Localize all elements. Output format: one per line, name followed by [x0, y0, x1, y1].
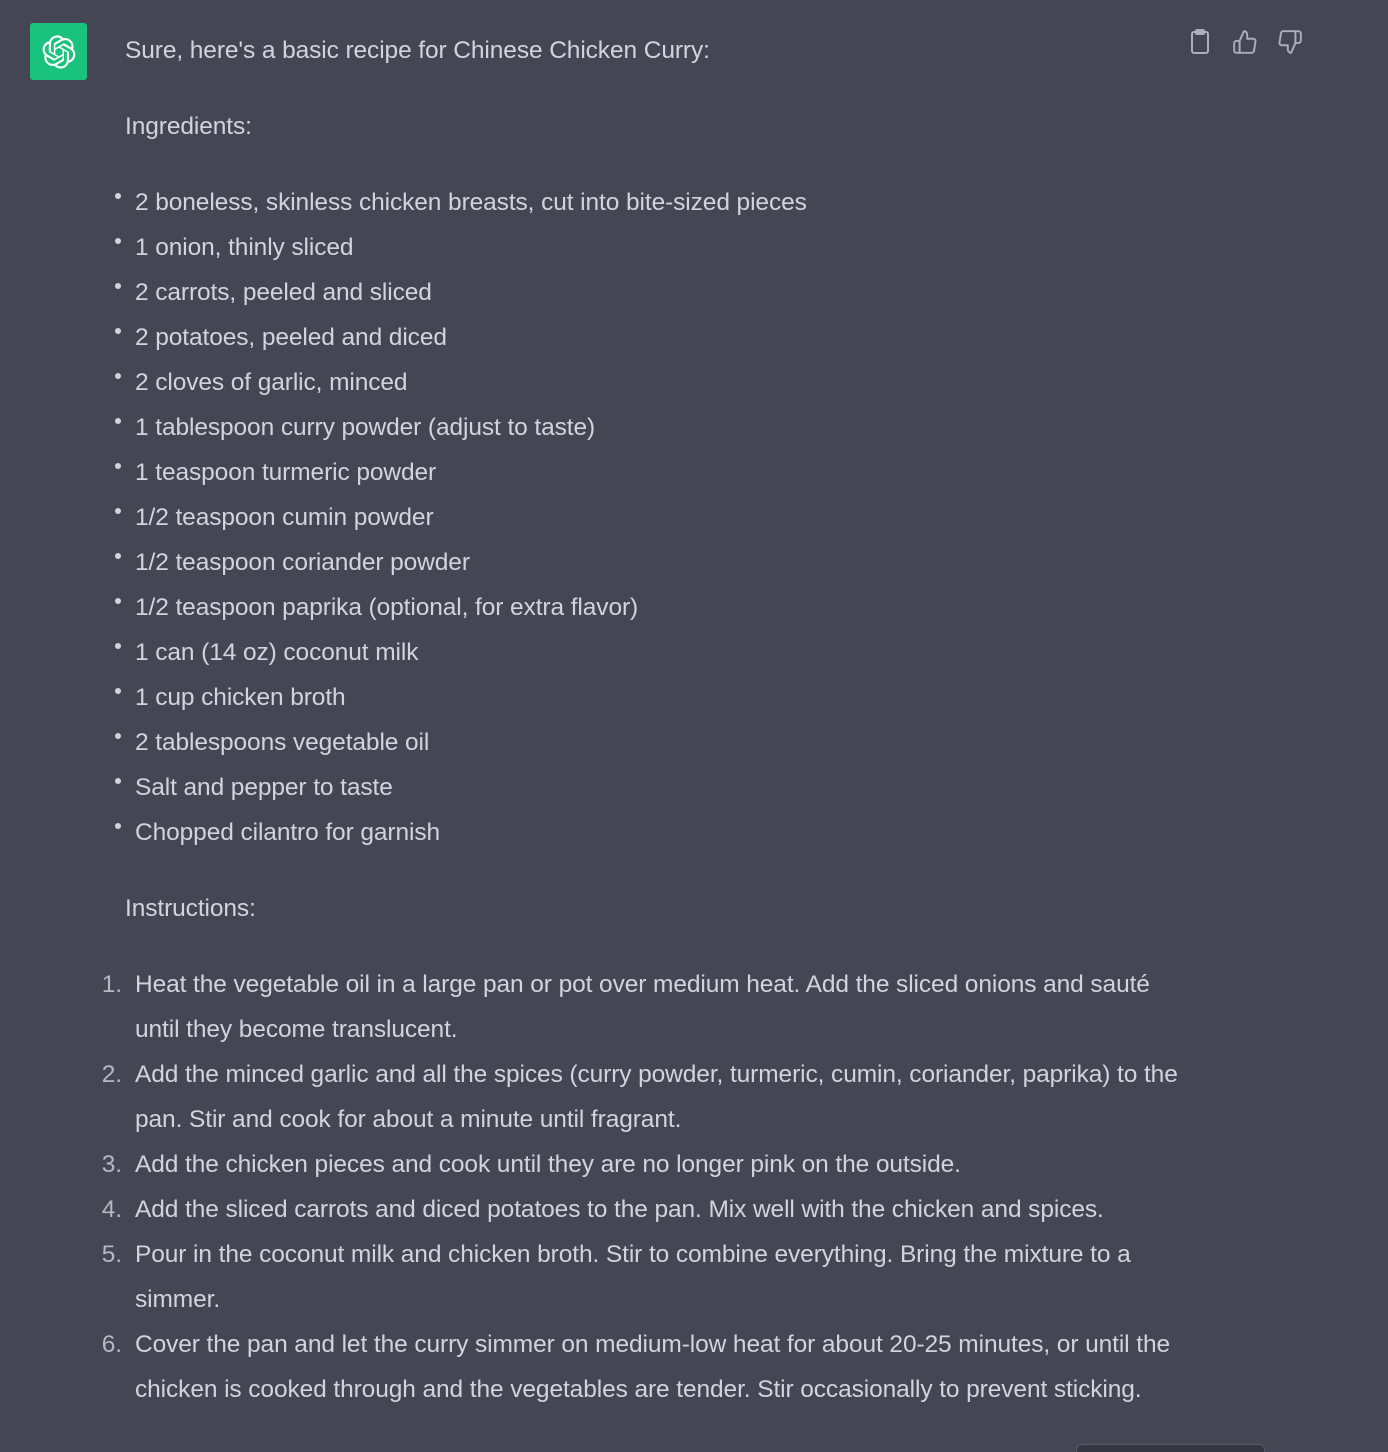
- step-text: Heat the vegetable oil in a large pan or pot over medium heat. Add the sliced onions and sauté until they become translucent.: [135, 971, 1150, 1043]
- ingredient-item: 1/2 teaspoon cumin powder: [125, 495, 1185, 540]
- instructions-heading: Instructions:: [125, 895, 256, 922]
- step-number: 3.: [101, 1151, 122, 1178]
- step-number: 2.: [101, 1061, 122, 1088]
- ingredient-item: 1/2 teaspoon paprika (optional, for extra flavor): [125, 585, 1185, 630]
- message-intro: Sure, here's a basic recipe for Chinese Chicken Curry:: [125, 37, 710, 64]
- step-number: 1.: [101, 971, 122, 998]
- instruction-step: [101, 1232, 1185, 1322]
- instruction-step: [101, 1052, 1185, 1142]
- ingredient-item: 1 tablespoon curry powder (adjust to taste): [125, 405, 1185, 450]
- thumbs-up-button[interactable]: [1231, 26, 1259, 58]
- step-text: Add the minced garlic and all the spices (curry powder, turmeric, cumin, coriander, paprika) to the pan. Stir and cook for about a minute until fragrant.: [135, 1061, 1178, 1133]
- step-text: Add the chicken pieces and cook until they are no longer pink on the outside.: [135, 1151, 961, 1178]
- ingredient-item: Chopped cilantro for garnish: [125, 810, 1185, 855]
- step-number: 4.: [101, 1196, 122, 1223]
- instruction-step: [101, 1142, 1185, 1187]
- ingredient-item: 2 cloves of garlic, minced: [125, 360, 1185, 405]
- ingredient-item: 2 tablespoons vegetable oil: [125, 720, 1185, 765]
- ingredient-item: 2 potatoes, peeled and diced: [125, 315, 1185, 360]
- step-number: 5.: [101, 1241, 122, 1268]
- ingredient-item: Salt and pepper to taste: [125, 765, 1185, 810]
- ingredients-heading: Ingredients:: [125, 113, 252, 140]
- ingredient-item: 2 carrots, peeled and sliced: [125, 270, 1185, 315]
- instruction-step: [101, 1322, 1185, 1412]
- clipboard-icon: [1188, 28, 1212, 56]
- ingredient-item: 1/2 teaspoon coriander powder: [125, 540, 1185, 585]
- step-number: 6.: [101, 1331, 122, 1358]
- ingredient-item: 1 can (14 oz) coconut milk: [125, 630, 1185, 675]
- step-text: Cover the pan and let the curry simmer on medium-low heat for about 20-25 minutes, or until the chicken is cooked through and the vegetables are tender. Stir occasionally to prevent sticking.: [135, 1331, 1170, 1403]
- step-text: Pour in the coconut milk and chicken broth. Stir to combine everything. Bring the mixture to a simmer.: [135, 1241, 1131, 1313]
- ingredient-item: 1 onion, thinly sliced: [125, 225, 1185, 270]
- ingredients-list: [125, 180, 1185, 855]
- ingredient-item: 1 cup chicken broth: [125, 675, 1185, 720]
- ingredient-item: 1 teaspoon turmeric powder: [125, 450, 1185, 495]
- thumbs-down-icon: [1277, 29, 1303, 55]
- instruction-step: [101, 1187, 1185, 1232]
- instructions-list: [101, 962, 1185, 1412]
- copy-button[interactable]: [1186, 26, 1214, 58]
- assistant-message: [101, 28, 1185, 1412]
- step-text: Add the sliced carrots and diced potatoes to the pan. Mix well with the chicken and spices.: [135, 1196, 1104, 1223]
- regenerate-button-edge[interactable]: [1076, 1444, 1265, 1452]
- openai-logo-icon: [42, 35, 76, 69]
- message-actions: [1186, 26, 1304, 58]
- thumbs-up-icon: [1232, 29, 1258, 55]
- instruction-step: [101, 962, 1185, 1052]
- ingredient-item: 2 boneless, skinless chicken breasts, cut into bite-sized pieces: [125, 180, 1185, 225]
- assistant-avatar: [30, 23, 87, 80]
- thumbs-down-button[interactable]: [1276, 26, 1304, 58]
